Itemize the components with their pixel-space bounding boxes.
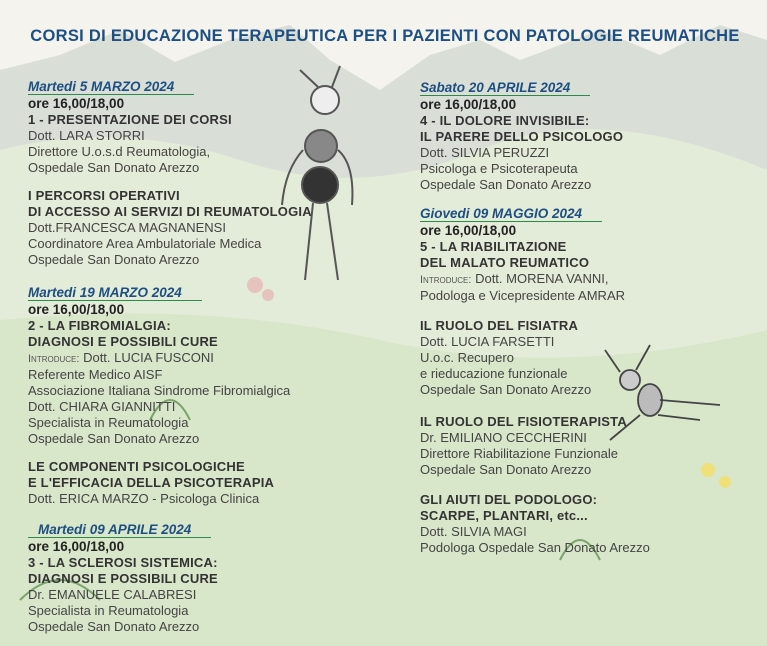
speaker-line: Coordinatore Area Ambulatoriale Medica [28,236,262,251]
session-title: 3 - LA SCLEROSI SISTEMICA: [28,555,218,570]
speaker-line: Referente Medico AISF [28,367,163,382]
speaker-line: Psicologa e Psicoterapeuta [420,161,578,176]
speaker-line: Ospedale San Donato Arezzo [28,619,200,634]
speaker-line: U.o.c. Recupero [420,350,514,365]
speaker-line: Ospedale San Donato Arezzo [420,382,592,397]
session-title: 2 - LA FIBROMIALGIA: [28,318,171,333]
intro-name: Dott. MORENA VANNI, [475,271,609,286]
session-block [28,285,388,447]
session-date: Giovedi 09 MAGGIO 2024 [420,206,602,222]
speaker-line: Ospedale San Donato Arezzo [28,252,200,267]
speaker-line: Dott. LUCIA FARSETTI [420,334,555,349]
session-title: 1 - PRESENTAZIONE DEI CORSI [28,112,232,127]
speaker-line: e rieducazione funzionale [420,366,568,381]
intro-label: Introduce: [28,353,80,365]
speaker-line: Dott. ERICA MARZO - Psicologa Clinica [28,491,260,506]
speaker-line: Ospedale San Donato Arezzo [28,160,200,175]
session-block [420,492,767,556]
speaker-line: Specialista in Reumatologia [28,603,189,618]
session-date: Martedi 5 MARZO 2024 [28,79,194,95]
session-time: ore 16,00/18,00 [28,539,125,554]
session-title: E L'EFFICACIA DELLA PSICOTERAPIA [28,475,275,490]
intro-name: Dott. LUCIA FUSCONI [83,350,214,365]
speaker-line: Specialista in Reumatologia [28,415,189,430]
speaker-line: Ospedale San Donato Arezzo [420,177,592,192]
session-title: IL RUOLO DEL FISIATRA [420,318,579,333]
speaker-line: Podologa e Vicepresidente AMRAR [420,288,625,303]
session-date: Sabato 20 APRILE 2024 [420,80,590,96]
speaker-line: Direttore Riabilitazione Funzionale [420,446,618,461]
speaker-line: Dott. SILVIA MAGI [420,524,527,539]
session-date: Martedi 19 MARZO 2024 [28,285,202,301]
session-block [28,188,388,268]
session-block [420,80,767,193]
speaker-line: Direttore U.o.s.d Reumatologia, [28,144,211,159]
speaker-line: Dr. EMANUELE CALABRESI [28,587,197,602]
session-title: IL PARERE DELLO PSICOLOGO [420,129,624,144]
session-title: DI ACCESSO AI SERVIZI DI REUMATOLOGIA [28,204,312,219]
speaker-line: Ospedale San Donato Arezzo [28,431,200,446]
intro-line [28,350,388,367]
session-time: ore 16,00/18,00 [420,223,517,238]
session-date: Martedi 09 APRILE 2024 [28,522,211,538]
session-title: 4 - IL DOLORE INVISIBILE: [420,113,590,128]
session-block [420,414,767,478]
session-time: ore 16,00/18,00 [420,97,517,112]
session-block [28,459,388,507]
speaker-line: Dott.FRANCESCA MAGNANENSI [28,220,226,235]
session-title: IL RUOLO DEL FISIOTERAPISTA [420,414,627,429]
session-time: ore 16,00/18,00 [28,302,125,317]
speaker-line: Dr. EMILIANO CECCHERINI [420,430,587,445]
session-title: DIAGNOSI E POSSIBILI CURE [28,571,218,586]
session-title: GLI AIUTI DEL PODOLOGO: [420,492,598,507]
session-block [28,522,388,635]
session-block [420,318,767,398]
speaker-line: Podologa Ospedale San Donato Arezzo [420,540,650,555]
session-title: 5 - LA RIABILITAZIONE [420,239,567,254]
session-title: SCARPE, PLANTARI, etc... [420,508,588,523]
session-title: LE COMPONENTI PSICOLOGICHE [28,459,245,474]
speaker-line: Ospedale San Donato Arezzo [420,462,592,477]
speaker-line: Dott. CHIARA GIANNITTI [28,399,176,414]
speaker-line: Dott. LARA STORRI [28,128,145,143]
session-title: DIAGNOSI E POSSIBILI CURE [28,334,218,349]
page-title: CORSI DI EDUCAZIONE TERAPEUTICA PER I PAZIENTI CON PATOLOGIE REUMATICHE [30,27,740,45]
speaker-line: Dott. SILVIA PERUZZI [420,145,550,160]
session-block [420,206,767,304]
session-title: DEL MALATO REUMATICO [420,255,590,270]
session-block [28,79,388,176]
session-title: I PERCORSI OPERATIVI [28,188,180,203]
intro-line [420,271,767,288]
intro-label: Introduce: [420,274,472,286]
session-time: ore 16,00/18,00 [28,96,125,111]
speaker-line: Associazione Italiana Sindrome Fibromialgica [28,383,291,398]
